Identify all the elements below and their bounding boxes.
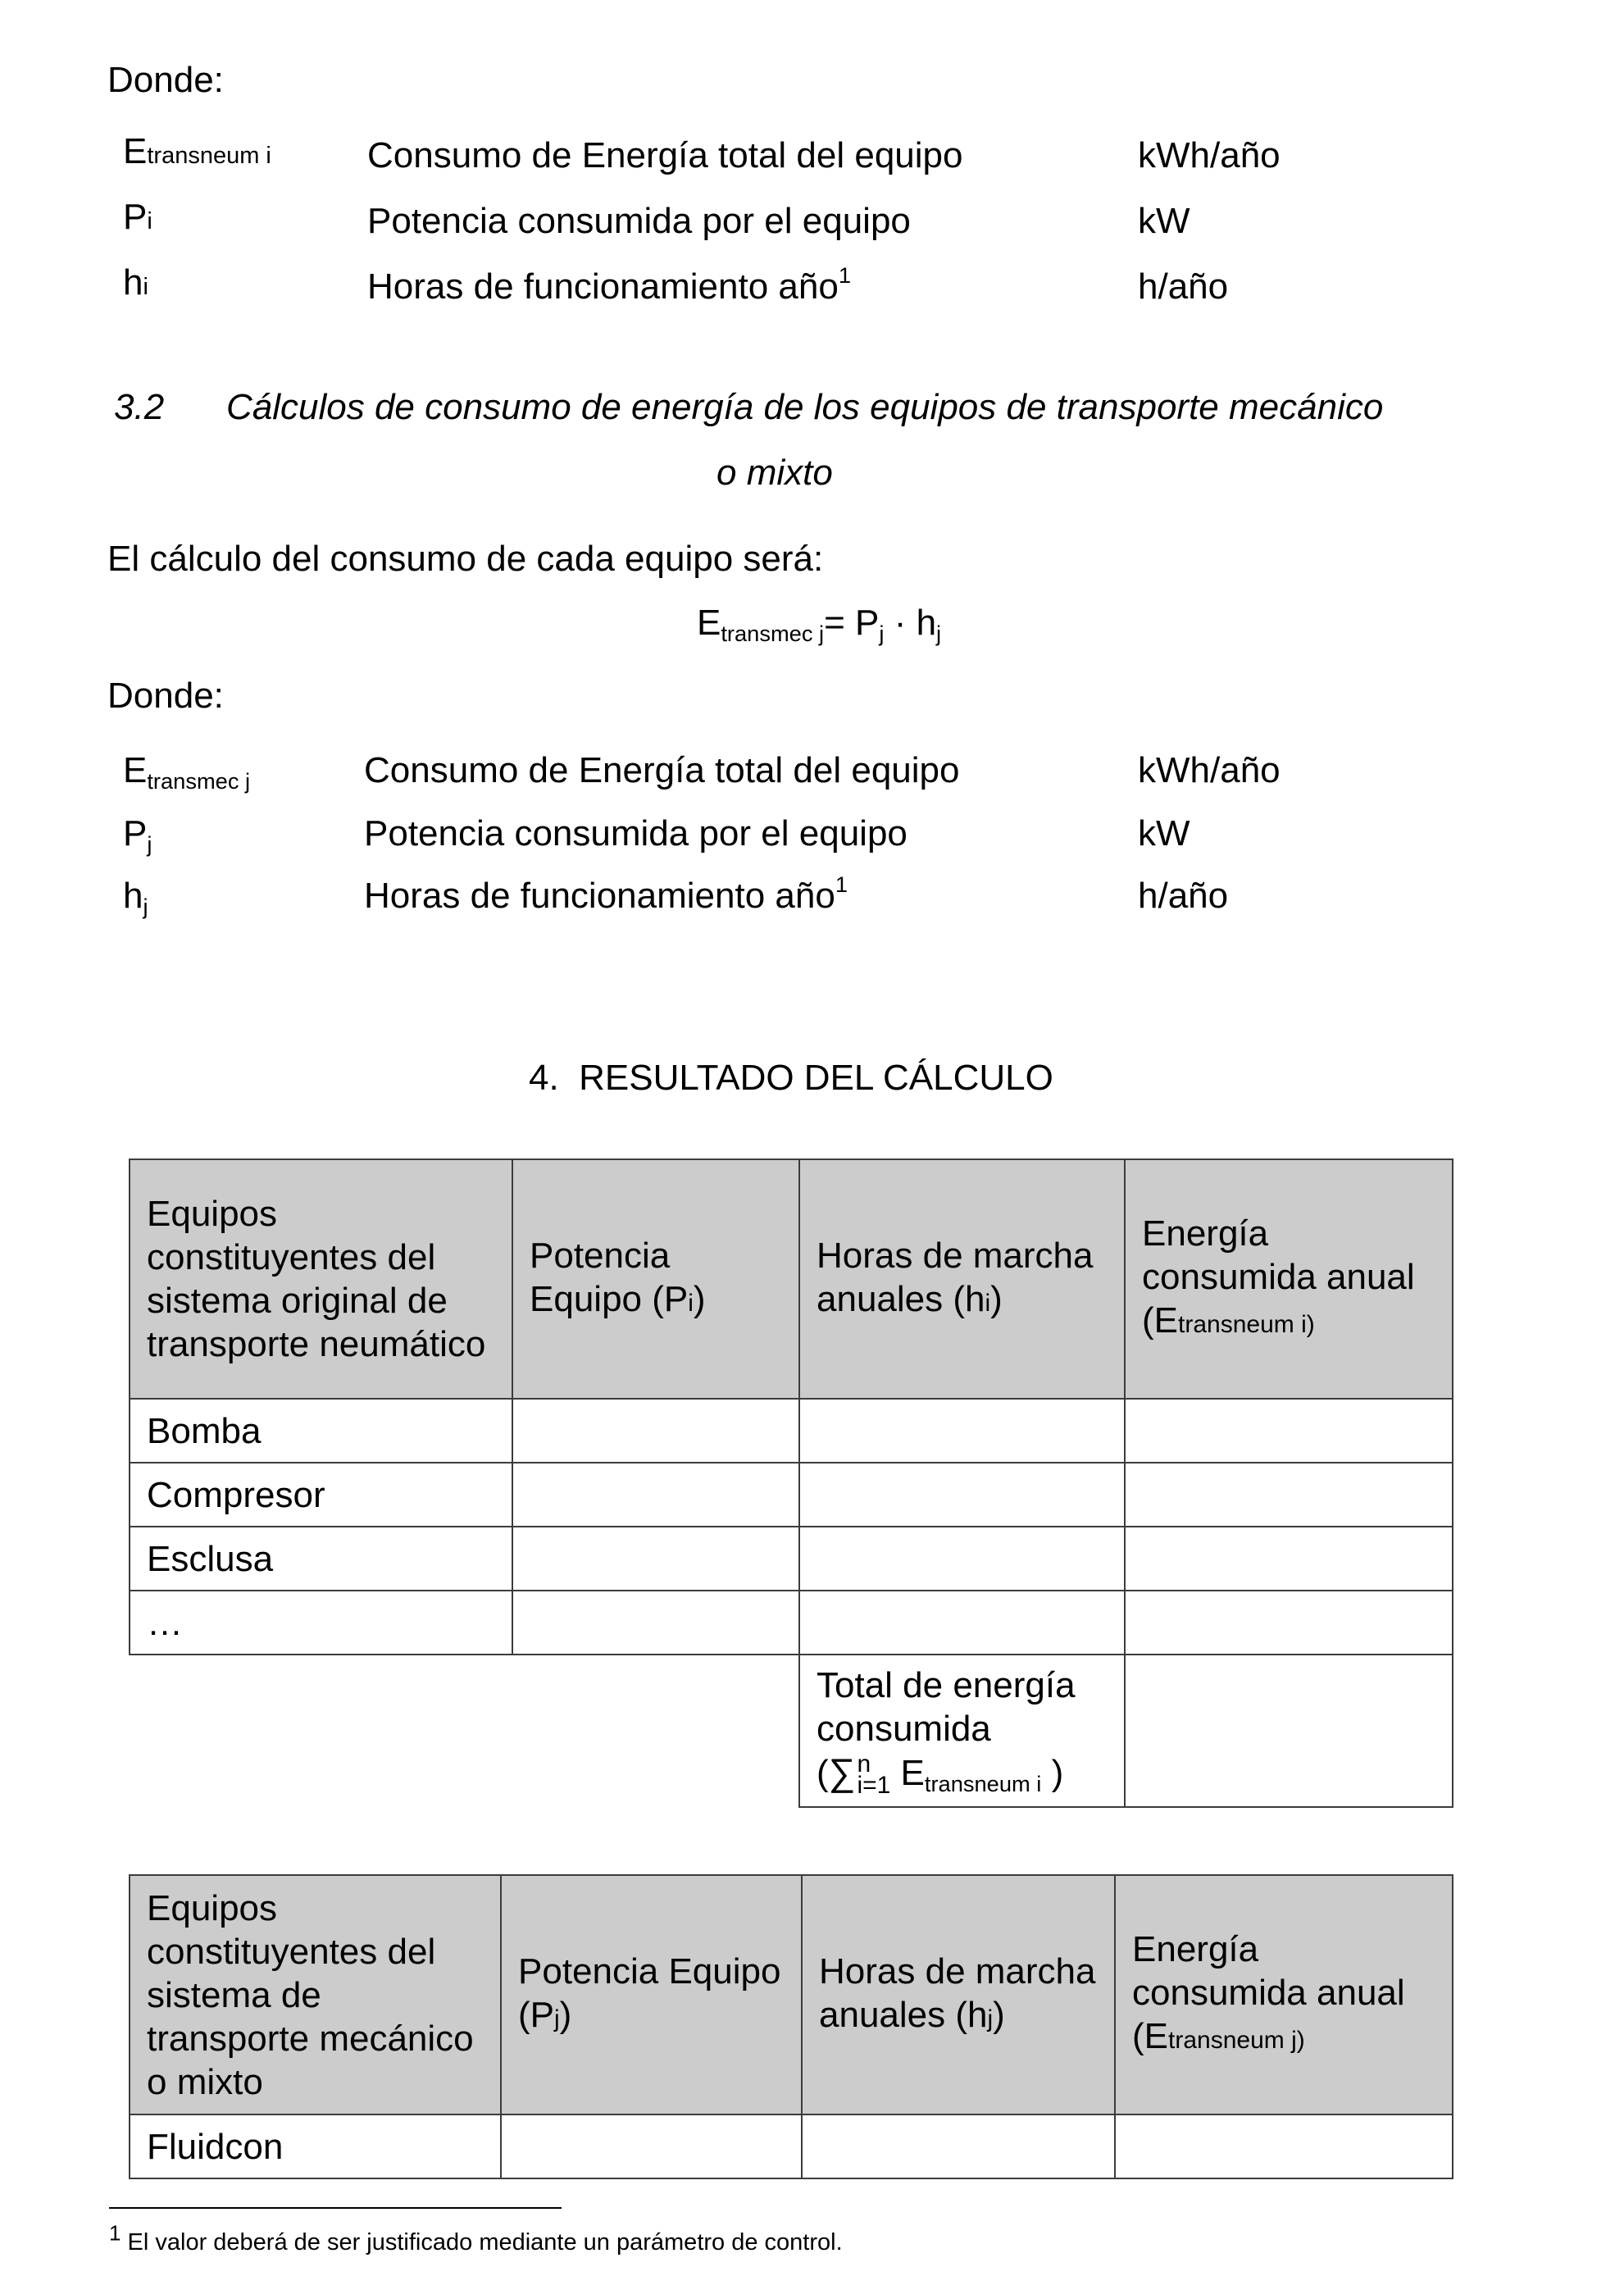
power-cell[interactable] xyxy=(512,1463,799,1527)
footnote-mark: 1 xyxy=(109,2220,121,2246)
definition-unit: kWh/año xyxy=(1138,750,1281,790)
symbol-subscript: transneum i xyxy=(147,143,271,169)
row-label: Fluidcon xyxy=(130,2114,501,2178)
hours-cell[interactable] xyxy=(799,1591,1125,1655)
header-energy: Energía consumida anual (Etransneum j) xyxy=(1115,1875,1453,2114)
intro-text: El cálculo del consumo de cada equipo será: xyxy=(107,539,824,579)
power-cell[interactable] xyxy=(501,2114,802,2178)
total-label: Total de energía consumida (∑ n i=1 $E_{transneum i}$ ) xyxy=(799,1655,1125,1807)
table-row xyxy=(130,2114,1453,2178)
table-row xyxy=(130,1527,1453,1591)
table-header-row xyxy=(130,1159,1453,1399)
header-power: Potencia Equipo (Pi) xyxy=(512,1159,799,1399)
energy-cell[interactable] xyxy=(1125,1527,1453,1591)
energy-formula: $E_{transmec j}= P_j \cdot h_j$ xyxy=(697,603,942,647)
footnote-text: El valor deberá de ser justificado mediante un parámetro de control. xyxy=(127,2229,843,2256)
power-cell[interactable] xyxy=(512,1399,799,1463)
power-cell[interactable] xyxy=(512,1591,799,1655)
symbol-subscript: i xyxy=(147,208,152,234)
hours-cell[interactable] xyxy=(802,2114,1115,2178)
table-row xyxy=(130,1591,1453,1655)
section-number-3-2: 3.2 xyxy=(114,387,165,427)
symbol-p-j: $P_j$ xyxy=(123,813,152,858)
symbol-h-j: $h_j$ xyxy=(123,876,148,920)
total-row xyxy=(130,1655,1453,1807)
definition-unit: kWh/año xyxy=(1138,135,1281,175)
hours-cell[interactable] xyxy=(799,1463,1125,1527)
definition-desc: Horas de funcionamiento año$^1$ xyxy=(367,262,851,307)
header-equipment: Equipos constituyentes del sistema de transporte mecánico o mixto xyxy=(130,1875,501,2114)
header-energy: Energía consumida anual (Etransneum i) xyxy=(1125,1159,1453,1399)
definition-unit: kW xyxy=(1138,201,1190,241)
table-row xyxy=(130,1399,1453,1463)
definition-desc: Horas de funcionamiento año$^1$ xyxy=(364,871,848,916)
definition-unit: h/año xyxy=(1138,266,1229,307)
donde-label-2: Donde: xyxy=(107,676,224,716)
definition-unit: h/año xyxy=(1138,876,1229,916)
hours-cell[interactable] xyxy=(799,1527,1125,1591)
table-header-row xyxy=(130,1875,1453,2114)
total-energy-cell[interactable] xyxy=(1125,1655,1453,1807)
hours-cell[interactable] xyxy=(799,1399,1125,1463)
symbol-e-transneum: Etransneum i xyxy=(123,131,271,171)
row-label: Compresor xyxy=(130,1463,512,1527)
header-hours: Horas de marcha anuales (hi) xyxy=(799,1159,1125,1399)
header-hours: Horas de marcha anuales (hj) xyxy=(802,1875,1115,2114)
results-table-mechanical xyxy=(129,1874,1453,2179)
header-equipment: Equipos constituyentes del sistema original de transporte neumático xyxy=(130,1159,512,1399)
symbol-e-transmec: $E_{transmec j}$ xyxy=(123,750,251,794)
energy-cell[interactable] xyxy=(1125,1399,1453,1463)
section-title-line-2: o mixto xyxy=(716,453,833,493)
results-table-pneumatic xyxy=(129,1158,1453,1808)
footnote xyxy=(109,2220,843,2257)
footnote-ref: 1 xyxy=(838,262,851,288)
section-title-4: RESULTADO DEL CÁLCULO xyxy=(579,1058,1053,1098)
definition-desc: Potencia consumida por el equipo xyxy=(367,201,911,241)
section-number-4: 4. xyxy=(529,1058,559,1098)
total-formula: (∑ n i=1 $E_{transneum i}$ ) xyxy=(817,1750,1064,1800)
row-label: Bomba xyxy=(130,1399,512,1463)
energy-cell[interactable] xyxy=(1115,2114,1453,2178)
footnote-ref: 1 xyxy=(835,871,848,897)
energy-cell[interactable] xyxy=(1125,1591,1453,1655)
row-label: … xyxy=(130,1591,512,1655)
symbol-subscript: i xyxy=(143,274,148,300)
power-cell[interactable] xyxy=(512,1527,799,1591)
header-power: Potencia Equipo (Pj) xyxy=(501,1875,802,2114)
donde-label-1: Donde: xyxy=(107,60,224,100)
definition-unit: kW xyxy=(1138,813,1190,854)
row-label: Esclusa xyxy=(130,1527,512,1591)
table-row xyxy=(130,1463,1453,1527)
symbol-h-i: hi xyxy=(123,262,148,303)
definition-desc: Consumo de Energía total del equipo xyxy=(364,750,960,790)
energy-cell[interactable] xyxy=(1125,1463,1453,1527)
footnote-divider xyxy=(109,2207,562,2209)
symbol-p-i: Pi xyxy=(123,197,152,237)
section-4-heading xyxy=(529,1058,1053,1099)
definition-desc: Consumo de Energía total del equipo xyxy=(367,135,963,175)
definition-desc: Potencia consumida por el equipo xyxy=(364,813,908,854)
section-title-line-1: Cálculos de consumo de energía de los equipos de transporte mecánico xyxy=(226,387,1384,427)
